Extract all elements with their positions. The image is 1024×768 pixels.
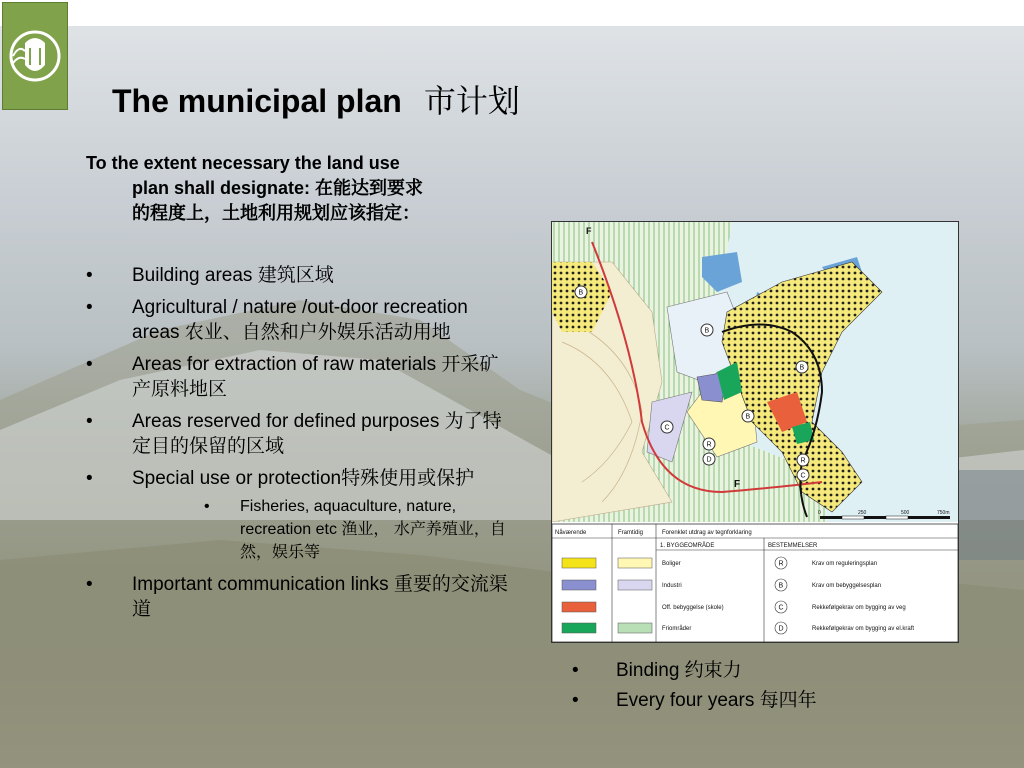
slide-title-zh: 市计划: [423, 82, 520, 120]
legend-col-existing: Nåværende: [555, 530, 587, 536]
scale-tick: 500: [901, 510, 910, 516]
legend-provision: Krav om reguleringsplan: [812, 561, 878, 567]
intro-line-1: To the extent necessary the land use: [86, 153, 400, 173]
bullet-text: Binding 约束力: [616, 660, 742, 681]
legend-provision: Rekkefølgekrav om bygging av veg: [812, 605, 906, 611]
legend-section-title: 1. BYGGEOMRÅDE: [660, 543, 715, 549]
legend-swatch-existing: [562, 580, 596, 590]
map-legend: [552, 524, 958, 642]
bullet-item: [86, 409, 516, 459]
slide-title: [112, 76, 732, 120]
zone-marker-label: B: [799, 364, 805, 372]
legend-row-label: Friområder: [662, 626, 692, 632]
bullet-dot-icon: •: [86, 574, 93, 595]
bullet-item: [86, 572, 516, 622]
sub-bullet-dot-icon: •: [204, 498, 210, 515]
legend-row-label: Off. bebyggelse (skole): [662, 605, 724, 611]
scale-tick: 750m: [937, 510, 950, 516]
scale-tick: 250: [858, 510, 867, 516]
zone-marker-label: C: [800, 472, 806, 480]
bullet-text: Areas reserved for defined purposes 为了特定目的保留的区域: [132, 411, 502, 457]
bullet-dot-icon: •: [86, 411, 93, 432]
legend-provisions-title: BESTEMMELSER: [768, 543, 818, 549]
legend-swatch-existing: [562, 623, 596, 633]
intro-paragraph: [86, 151, 522, 226]
zone-marker-label: B: [578, 289, 584, 297]
leaf-logo-icon: [3, 3, 67, 109]
bullet-text: Every four years 每四年: [616, 690, 817, 711]
legend-code: B: [778, 582, 784, 590]
bullet-dot-icon: •: [86, 468, 93, 489]
zone-marker-label: R: [800, 457, 806, 465]
legend-swatch-existing: [562, 558, 596, 568]
zone-marker-label: C: [664, 424, 670, 432]
legend-swatch-existing: [562, 602, 596, 612]
bullet-text: Agricultural / nature /out-door recreation areas 农业、自然和户外娱乐活动用地: [132, 297, 468, 343]
zone-marker-label: B: [745, 413, 751, 421]
plan-properties-list: [572, 656, 952, 716]
legend-swatch-future: [618, 580, 652, 590]
bullet-dot-icon: •: [572, 690, 579, 711]
intro-line-3: 的程度上，土地利用规划应该指定：: [132, 203, 420, 223]
legend-row-label: Industri: [662, 583, 682, 589]
bullet-item: [86, 295, 516, 345]
bullet-dot-icon: •: [86, 354, 93, 375]
sub-bullet-list: [132, 495, 516, 564]
legend-col-explanation: Forenklet utdrag av tegnforklaring: [662, 530, 752, 536]
slide-top-strip: [0, 0, 1024, 26]
land-use-map-graphic: [552, 222, 958, 642]
legend-provision: Krav om bebyggelsesplan: [812, 583, 882, 589]
bullet-item: [572, 686, 952, 716]
bullet-text: Special use or protection特殊使用或保护: [132, 468, 475, 489]
bullet-item: [572, 656, 952, 686]
legend-provision: Rekkefølgekrav om bygging av el.kraft: [812, 626, 915, 632]
organization-logo: [2, 2, 68, 110]
legend-row-label: Boliger: [662, 561, 681, 567]
bullet-dot-icon: •: [86, 265, 93, 286]
intro-line-2: plan shall designate: 在能达到要求: [132, 178, 424, 198]
legend-code: R: [778, 560, 784, 568]
map-label-f: F: [586, 226, 592, 236]
bullet-text: Building areas 建筑区域: [132, 265, 334, 286]
bullet-item: [86, 466, 516, 564]
zone-marker-label: R: [706, 441, 712, 449]
bullet-dot-icon: •: [572, 660, 579, 681]
municipal-plan-map: [551, 221, 959, 643]
slide-title-en: The municipal plan: [112, 83, 402, 119]
sub-bullet-text: Fisheries, aquaculture, nature, recreation etc 渔业， 水产养殖业，自然，娱乐等: [240, 498, 506, 561]
legend-col-future: Framtidig: [618, 530, 644, 536]
bullet-item: [86, 263, 516, 288]
sub-bullet-item: [132, 495, 516, 564]
bullet-text: Areas for extraction of raw materials 开采矿产原料地区: [132, 354, 499, 400]
legend-code: D: [778, 625, 784, 633]
legend-swatch-future: [618, 558, 652, 568]
bullet-dot-icon: •: [86, 297, 93, 318]
designation-bullet-list: [86, 263, 516, 629]
bullet-item: [86, 352, 516, 402]
bullet-text: Important communication links 重要的交流渠道: [132, 574, 508, 620]
map-label-f: F: [734, 479, 741, 490]
zone-marker-label: D: [706, 456, 712, 464]
legend-code: C: [778, 604, 784, 612]
zone-marker-label: B: [704, 327, 710, 335]
scale-tick: 0: [818, 510, 821, 516]
legend-swatch-future: [618, 623, 652, 633]
